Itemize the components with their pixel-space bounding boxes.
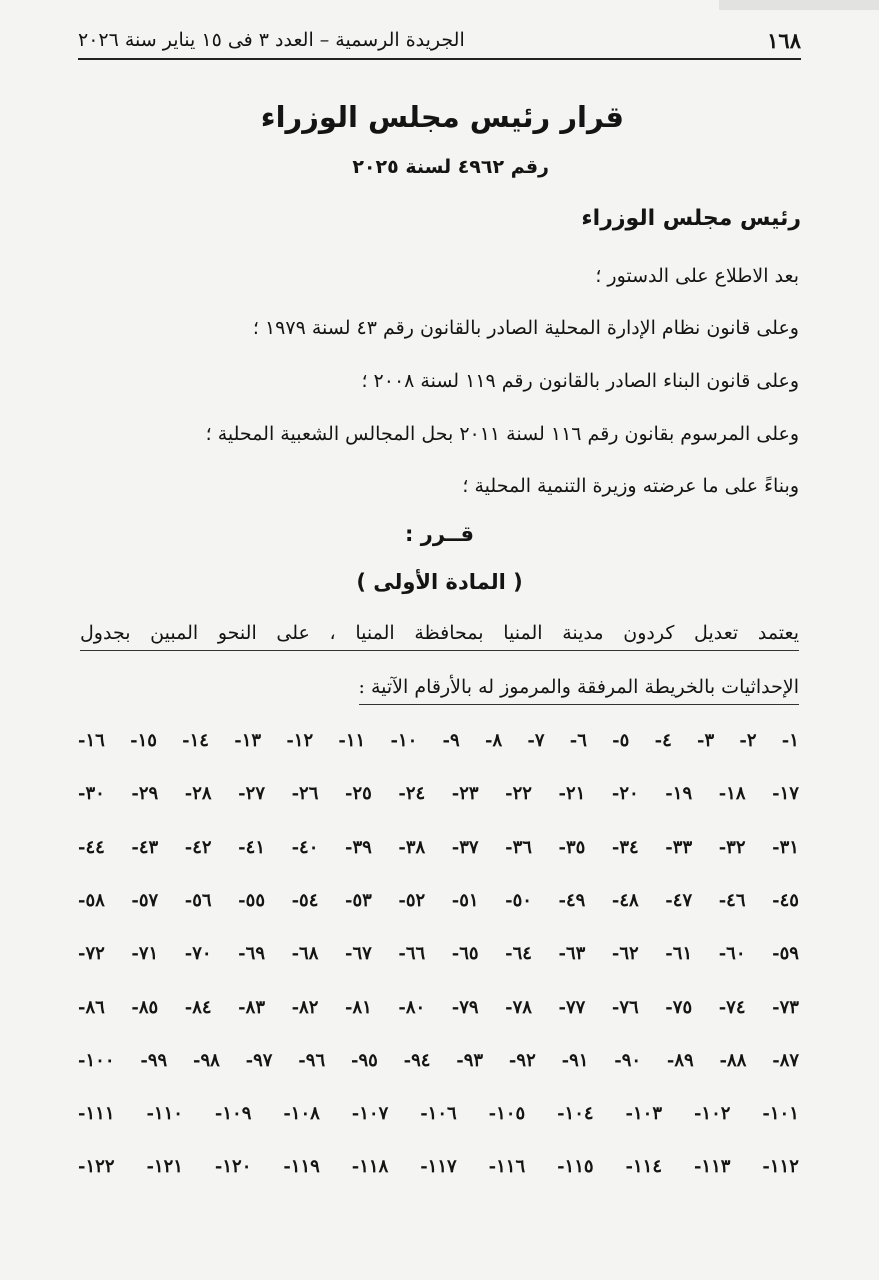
coordinate-row: ٨٧- ٨٨- ٨٩- ٩٠- ٩١- ٩٢- ٩٣- ٩٤- ٩٥- ٩٦- ٩٧- ٩٨- ٩٩- ١٠٠- — [78, 1049, 800, 1071]
decree-title: قرار رئيس مجلس الوزراء — [260, 100, 624, 134]
page-corner-edge — [719, 0, 879, 10]
decree-issuer: رئيس مجلس الوزراء — [581, 206, 801, 231]
coordinate-row: ١١٢- ١١٣- ١١٤- ١١٥- ١١٦- ١١٧- ١١٨- ١١٩- ١٢٠- ١٢١- ١٢٢- — [78, 1156, 799, 1178]
coordinate-row: ٥٩- ٦٠- ٦١- ٦٢- ٦٣- ٦٤- ٦٥- ٦٦- ٦٧- ٦٨- ٦٩- ٧٠- ٧١- ٧٢- — [78, 943, 799, 965]
coordinate-row: ٧٣- ٧٤- ٧٥- ٧٦- ٧٧- ٧٨- ٧٩- ٨٠- ٨١- ٨٢- ٨٣- ٨٤- ٨٥- ٨٦- — [78, 996, 799, 1018]
coordinate-row: ١- ٢- ٣- ٤- ٥- ٦- ٧- ٨- ٩- ١٠- ١١- ١٢- ١٣- ١٤- ١٥- ١٦- — [78, 730, 799, 751]
article-text-line: الإحداثيات بالخريطة المرفقة والمرموز له بالأرقام الآتية : — [359, 676, 799, 705]
page-header — [78, 22, 801, 60]
article-text-line: يعتمد تعديل كردون مدينة المنيا بمحافظة المنيا ، على النحو المبين بجدول — [80, 622, 799, 651]
decree-number: رقم ٤٩٦٢ لسنة ٢٠٢٥ — [352, 156, 549, 178]
preamble-line: وعلى المرسوم بقانون رقم ١١٦ لسنة ٢٠١١ بحل المجالس الشعبية المحلية ؛ — [205, 423, 799, 445]
article-heading: ( المادة الأولى ) — [356, 570, 523, 594]
preamble-line: وبناءً على ما عرضته وزيرة التنمية المحلية ؛ — [462, 475, 799, 497]
page-number: ١٦٨ — [767, 27, 801, 53]
gazette-issue-line: الجريدة الرسمية – العدد ٣ فى ١٥ يناير سنة ٢٠٢٦ — [78, 29, 465, 51]
coordinate-row: ٣١- ٣٢- ٣٣- ٣٤- ٣٥- ٣٦- ٣٧- ٣٨- ٣٩- ٤٠- ٤١- ٤٢- ٤٣- ٤٤- — [78, 836, 799, 858]
decided-heading: قــرر : — [405, 522, 474, 546]
preamble-line: وعلى قانون نظام الإدارة المحلية الصادر بالقانون رقم ٤٣ لسنة ١٩٧٩ ؛ — [252, 317, 799, 339]
preamble-line: وعلى قانون البناء الصادر بالقانون رقم ١١٩ لسنة ٢٠٠٨ ؛ — [361, 370, 799, 392]
coordinate-row: ١٧- ١٨- ١٩- ٢٠- ٢١- ٢٢- ٢٣- ٢٤- ٢٥- ٢٦- ٢٧- ٢٨- ٢٩- ٣٠- — [78, 783, 799, 805]
preamble-line: بعد الاطلاع على الدستور ؛ — [595, 265, 799, 287]
coordinate-row: ١٠١- ١٠٢- ١٠٣- ١٠٤- ١٠٥- ١٠٦- ١٠٧- ١٠٨- ١٠٩- ١١٠- ١١١- — [78, 1103, 799, 1125]
coordinate-row: ٤٥- ٤٦- ٤٧- ٤٨- ٤٩- ٥٠- ٥١- ٥٢- ٥٣- ٥٤- ٥٥- ٥٦- ٥٧- ٥٨- — [78, 889, 799, 911]
